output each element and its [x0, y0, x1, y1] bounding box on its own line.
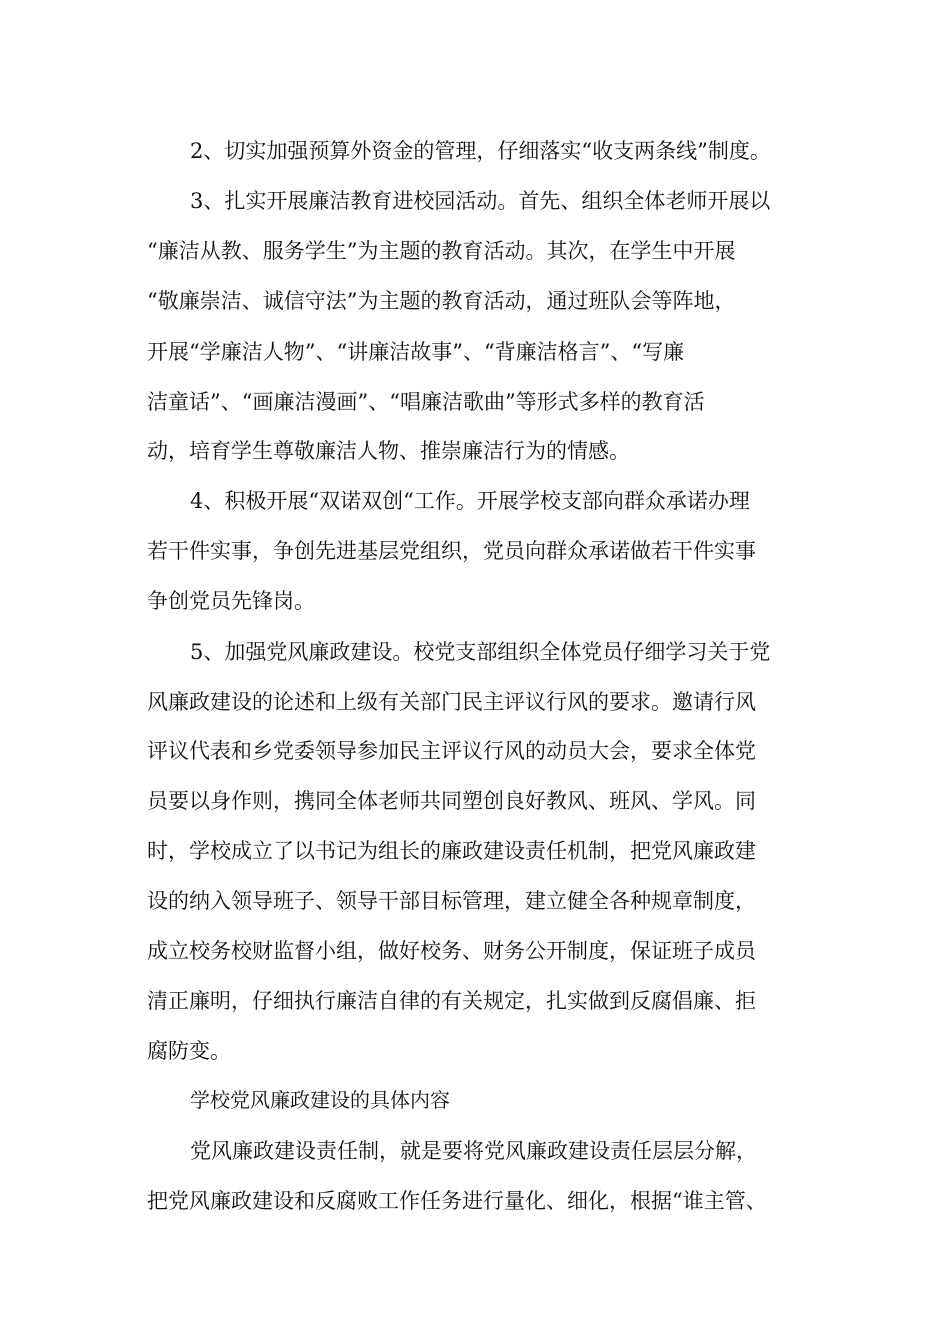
paragraph-5-line-4: 员要以身作则，携同全体老师共同塑创良好教风、班风、学风。同 — [147, 789, 756, 813]
paragraph-3-line-6: 动，培育学生尊敬廉洁人物、推崇廉洁行为的情感。 — [147, 439, 630, 463]
paragraph-6-line-2: 把党风廉政建设和反腐败工作任务进行量化、细化，根据“谁主管、 — [147, 1189, 767, 1213]
paragraph-3-line-4: 开展“学廉洁人物”、“讲廉洁故事”、“背廉洁格言”、“写廉 — [147, 340, 685, 364]
paragraph-5-line-3: 评议代表和乡党委领导参加民主评议行风的动员大会，要求全体党 — [147, 739, 756, 763]
paragraph-5-line-1: 5、加强党风廉政建设。校党支部组织全体党员仔细学习关于党 — [190, 640, 771, 664]
section-heading: 学校党风廉政建设的具体内容 — [190, 1088, 450, 1112]
paragraph-3-line-2: “廉洁从教、服务学生”为主题的教育活动。其次，在学生中开展 — [147, 239, 736, 263]
paragraph-5-line-7: 成立校务校财监督小组，做好校务、财务公开制度，保证班子成员 — [147, 939, 756, 963]
paragraph-5-line-2: 风廉政建设的论述和上级有关部门民主评议行风的要求。邀请行风 — [147, 690, 756, 714]
paragraph-5-line-6: 设的纳入领导班子、领导干部目标管理，建立健全各种规章制度， — [147, 889, 756, 913]
paragraph-5-line-5: 时，学校成立了以书记为组长的廉政建设责任机制，把党风廉政建 — [147, 839, 756, 863]
paragraph-4-line-2: 若干件实事，争创先进基层党组织，党员向群众承诺做若干件实事 — [147, 539, 756, 563]
paragraph-2-line-1: 2、切实加强预算外资金的管理，仔细落实“收支两条线”制度。 — [190, 139, 771, 163]
paragraph-3-line-5: 洁童话”、“画廉洁漫画”、“唱廉洁歌曲”等形式多样的教育活 — [147, 390, 705, 414]
paragraph-4-line-3: 争创党员先锋岗。 — [147, 589, 315, 613]
paragraph-5-line-9: 腐防变。 — [147, 1039, 231, 1063]
paragraph-3-line-3: “敬廉崇洁、诚信守法”为主题的教育活动，通过班队会等阵地， — [147, 289, 736, 313]
paragraph-6-line-1: 党风廉政建设责任制，就是要将党风廉政建设责任层层分解， — [190, 1139, 757, 1163]
paragraph-4-line-1: 4、积极开展“双诺双创“工作。开展学校支部向群众承诺办理 — [190, 489, 750, 513]
paragraph-5-line-8: 清正廉明，仔细执行廉洁自律的有关规定，扎实做到反腐倡廉、拒 — [147, 989, 756, 1013]
paragraph-3-line-1: 3、扎实开展廉洁教育进校园活动。首先、组织全体老师开展以 — [190, 189, 771, 213]
